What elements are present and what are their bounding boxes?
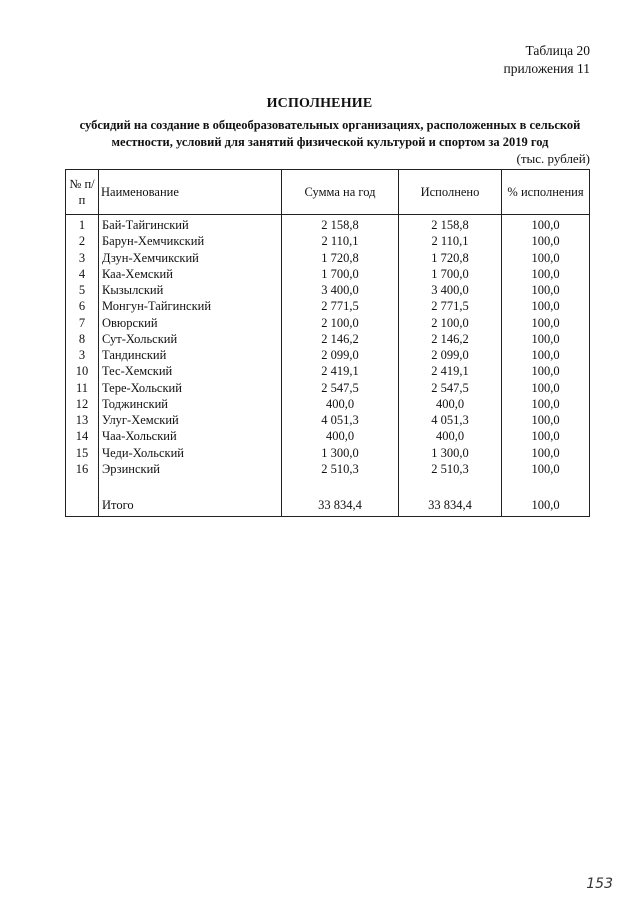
percent-executed: 100,0 xyxy=(502,445,590,461)
table-row xyxy=(66,250,590,266)
row-number: 11 xyxy=(66,380,99,396)
subsidy-table xyxy=(65,169,590,517)
district-name: Тандинский xyxy=(99,347,282,363)
annual-sum: 2 419,1 xyxy=(282,363,399,379)
spacer-cell xyxy=(399,477,502,493)
column-header-number: № п/п xyxy=(66,170,99,215)
table-row xyxy=(66,396,590,412)
annual-sum: 400,0 xyxy=(282,396,399,412)
percent-executed: 100,0 xyxy=(502,380,590,396)
table-row xyxy=(66,331,590,347)
executed-sum: 2 110,1 xyxy=(399,233,502,249)
table-row xyxy=(66,428,590,444)
annual-sum: 2 547,5 xyxy=(282,380,399,396)
district-name: Овюрский xyxy=(99,315,282,331)
table-row xyxy=(66,412,590,428)
percent-executed: 100,0 xyxy=(502,282,590,298)
table-row xyxy=(66,445,590,461)
district-name: Чаа-Хольский xyxy=(99,428,282,444)
annual-sum: 2 100,0 xyxy=(282,315,399,331)
percent-executed: 100,0 xyxy=(502,347,590,363)
district-name: Сут-Хольский xyxy=(99,331,282,347)
executed-sum: 400,0 xyxy=(399,428,502,444)
spacer-cell xyxy=(99,477,282,493)
percent-executed: 100,0 xyxy=(502,428,590,444)
spacer-row xyxy=(66,477,590,493)
annual-sum: 2 771,5 xyxy=(282,298,399,314)
executed-sum: 2 099,0 xyxy=(399,347,502,363)
district-name: Чеди-Хольский xyxy=(99,445,282,461)
percent-executed: 100,0 xyxy=(502,412,590,428)
percent-executed: 100,0 xyxy=(502,315,590,331)
annual-sum: 400,0 xyxy=(282,428,399,444)
executed-sum: 1 700,0 xyxy=(399,266,502,282)
total-annual-sum: 33 834,4 xyxy=(282,493,399,517)
table-row xyxy=(66,315,590,331)
spacer-cell xyxy=(502,477,590,493)
executed-sum: 2 146,2 xyxy=(399,331,502,347)
spacer-cell xyxy=(282,477,399,493)
executed-sum: 400,0 xyxy=(399,396,502,412)
page-number: 153 xyxy=(586,876,613,892)
units-note: (тыс. рублей) xyxy=(516,151,590,166)
document-subtitle: субсидий на создание в общеобразовательных организациях, расположенных в сельской местности, условий для занятий физической культурой и спортом за 2019 год xyxy=(79,118,581,149)
percent-executed: 100,0 xyxy=(502,363,590,379)
executed-sum: 2 771,5 xyxy=(399,298,502,314)
column-header-name: Наименование xyxy=(99,170,282,215)
table-row xyxy=(66,380,590,396)
column-header-percent: % исполнения xyxy=(502,170,590,215)
total-row xyxy=(66,493,590,517)
percent-executed: 100,0 xyxy=(502,298,590,314)
row-number: 6 xyxy=(66,298,99,314)
percent-executed: 100,0 xyxy=(502,461,590,477)
row-number: 16 xyxy=(66,461,99,477)
annual-sum: 4 051,3 xyxy=(282,412,399,428)
total-percent: 100,0 xyxy=(502,493,590,517)
table-row xyxy=(66,233,590,249)
executed-sum: 2 547,5 xyxy=(399,380,502,396)
row-number: 14 xyxy=(66,428,99,444)
district-name: Тес-Хемский xyxy=(99,363,282,379)
executed-sum: 4 051,3 xyxy=(399,412,502,428)
row-number: 15 xyxy=(66,445,99,461)
table-row xyxy=(66,266,590,282)
row-number: 1 xyxy=(66,215,99,234)
appendix-reference: приложения 11 xyxy=(503,61,590,76)
row-number: 8 xyxy=(66,331,99,347)
table-header-row xyxy=(66,170,590,215)
executed-sum: 3 400,0 xyxy=(399,282,502,298)
table-reference: Таблица 20 xyxy=(525,43,590,58)
table-row xyxy=(66,363,590,379)
district-name: Барун-Хемчикский xyxy=(99,233,282,249)
annual-sum: 1 720,8 xyxy=(282,250,399,266)
annual-sum: 2 099,0 xyxy=(282,347,399,363)
row-number: 4 xyxy=(66,266,99,282)
row-number: 13 xyxy=(66,412,99,428)
table-row xyxy=(66,347,590,363)
spacer-cell xyxy=(66,477,99,493)
table-row xyxy=(66,282,590,298)
executed-sum: 1 300,0 xyxy=(399,445,502,461)
annual-sum: 1 300,0 xyxy=(282,445,399,461)
district-name: Каа-Хемский xyxy=(99,266,282,282)
total-executed-sum: 33 834,4 xyxy=(399,493,502,517)
percent-executed: 100,0 xyxy=(502,233,590,249)
annual-sum: 1 700,0 xyxy=(282,266,399,282)
annual-sum: 2 110,1 xyxy=(282,233,399,249)
district-name: Тере-Хольский xyxy=(99,380,282,396)
district-name: Кызылский xyxy=(99,282,282,298)
executed-sum: 2 158,8 xyxy=(399,215,502,234)
percent-executed: 100,0 xyxy=(502,396,590,412)
row-number: 3 xyxy=(66,347,99,363)
percent-executed: 100,0 xyxy=(502,331,590,347)
row-number: 10 xyxy=(66,363,99,379)
annual-sum: 2 510,3 xyxy=(282,461,399,477)
annual-sum: 2 158,8 xyxy=(282,215,399,234)
district-name: Бай-Тайгинский xyxy=(99,215,282,234)
district-name: Эрзинский xyxy=(99,461,282,477)
district-name: Улуг-Хемский xyxy=(99,412,282,428)
table-row xyxy=(66,298,590,314)
total-label: Итого xyxy=(99,493,282,517)
executed-sum: 2 100,0 xyxy=(399,315,502,331)
row-number: 2 xyxy=(66,233,99,249)
district-name: Дзун-Хемчикский xyxy=(99,250,282,266)
table-row xyxy=(66,215,590,234)
row-number: 3 xyxy=(66,250,99,266)
total-number-cell xyxy=(66,493,99,517)
percent-executed: 100,0 xyxy=(502,266,590,282)
executed-sum: 2 419,1 xyxy=(399,363,502,379)
percent-executed: 100,0 xyxy=(502,250,590,266)
column-header-executed: Исполнено xyxy=(399,170,502,215)
district-name: Монгун-Тайгинский xyxy=(99,298,282,314)
annual-sum: 2 146,2 xyxy=(282,331,399,347)
district-name: Тоджинский xyxy=(99,396,282,412)
row-number: 7 xyxy=(66,315,99,331)
annual-sum: 3 400,0 xyxy=(282,282,399,298)
row-number: 12 xyxy=(66,396,99,412)
table-body xyxy=(66,215,590,517)
percent-executed: 100,0 xyxy=(502,215,590,234)
document-title: ИСПОЛНЕНИЕ xyxy=(266,96,373,111)
row-number: 5 xyxy=(66,282,99,298)
table-row xyxy=(66,461,590,477)
executed-sum: 1 720,8 xyxy=(399,250,502,266)
column-header-annual-sum: Сумма на год xyxy=(282,170,399,215)
executed-sum: 2 510,3 xyxy=(399,461,502,477)
